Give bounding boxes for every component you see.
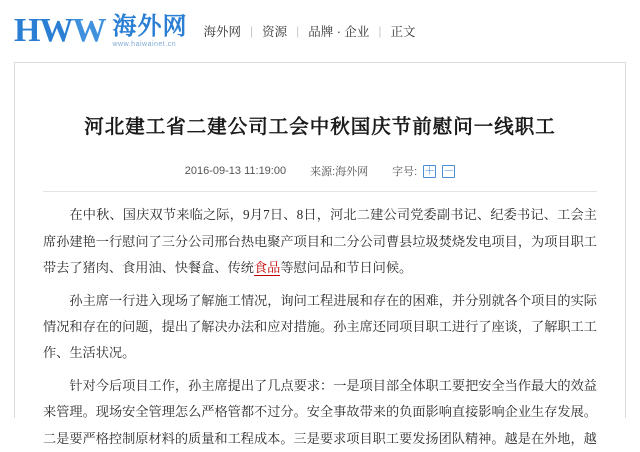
logo-latin-text: HWW [14, 12, 106, 49]
highlighted-keyword[interactable]: 食品 [254, 260, 281, 276]
paragraph-text-part-1: 在中秋、国庆双节来临之际，9月7日、8日，河北二建公司党委副书记、纪委书记、工会主席孙建艳一行慰问了三分公司邢台热电聚产项目和二分公司曹县垃圾焚烧发电项目，为项目职工带去了猪肉、食用油、快餐盒、传统 [43, 207, 597, 276]
article-meta [43, 163, 597, 179]
breadcrumb-item-resources[interactable]: 资源 [262, 25, 288, 39]
logo-chinese-text: 海外网 [112, 13, 188, 40]
font-increase-button[interactable]: ＋ [424, 164, 436, 177]
article-paragraph [43, 202, 597, 281]
font-decrease-button[interactable]: － [443, 164, 455, 177]
font-size-label: 字号: [392, 166, 418, 179]
paragraph-text-part-2: 等慰问品和节日问候。 [280, 260, 413, 276]
article-paragraph: 针对今后项目工作，孙主席提出了几点要求：一是项目部全体职工要把安全当作最大的效益来管理。现场安全管理怎么严格管都不过分。安全事故带来的负面影响直接影响企业生存发展。二是要严格控制原材料的质量和工程成本。三是要求项目职工要发扬团队精神。越是在外地，越 [43, 377, 597, 446]
site-logo[interactable] [14, 14, 187, 48]
logo-chinese-block [112, 15, 187, 48]
page-title: 河北建工省二建公司工会中秋国庆节前慰问一线职工 [84, 117, 556, 139]
logo-url-text: www.haiwainet.cn [112, 41, 177, 48]
article-paragraph: 孙主席一行进入现场了解施工情况，询问工程进展和存在的困难，并分别就各个项目的实际情况和存在的问题，提出了解决办法和应对措施。孙主席还同项目职工进行了座谈，了解职工工作、生活状况。 [43, 292, 597, 361]
meta-divider [43, 191, 597, 192]
source-label: 来源: [310, 166, 336, 179]
article-container [14, 62, 626, 446]
breadcrumb [203, 22, 415, 40]
font-size-control [392, 163, 455, 179]
article-body [43, 202, 597, 452]
breadcrumb-item-home[interactable]: 海外网 [203, 25, 241, 39]
breadcrumb-item-article[interactable]: 正文 [390, 25, 416, 39]
breadcrumb-item-brand-enterprise[interactable]: 品牌 · 企业 [308, 25, 370, 39]
breadcrumb-separator: | [378, 24, 382, 38]
breadcrumb-separator: | [296, 24, 300, 38]
site-header [0, 0, 640, 62]
source-link[interactable]: 海外网 [335, 166, 369, 179]
article-source [310, 163, 368, 179]
breadcrumb-separator: | [249, 24, 254, 38]
publish-date: 2016-09-13 11:19:00 [184, 165, 287, 178]
